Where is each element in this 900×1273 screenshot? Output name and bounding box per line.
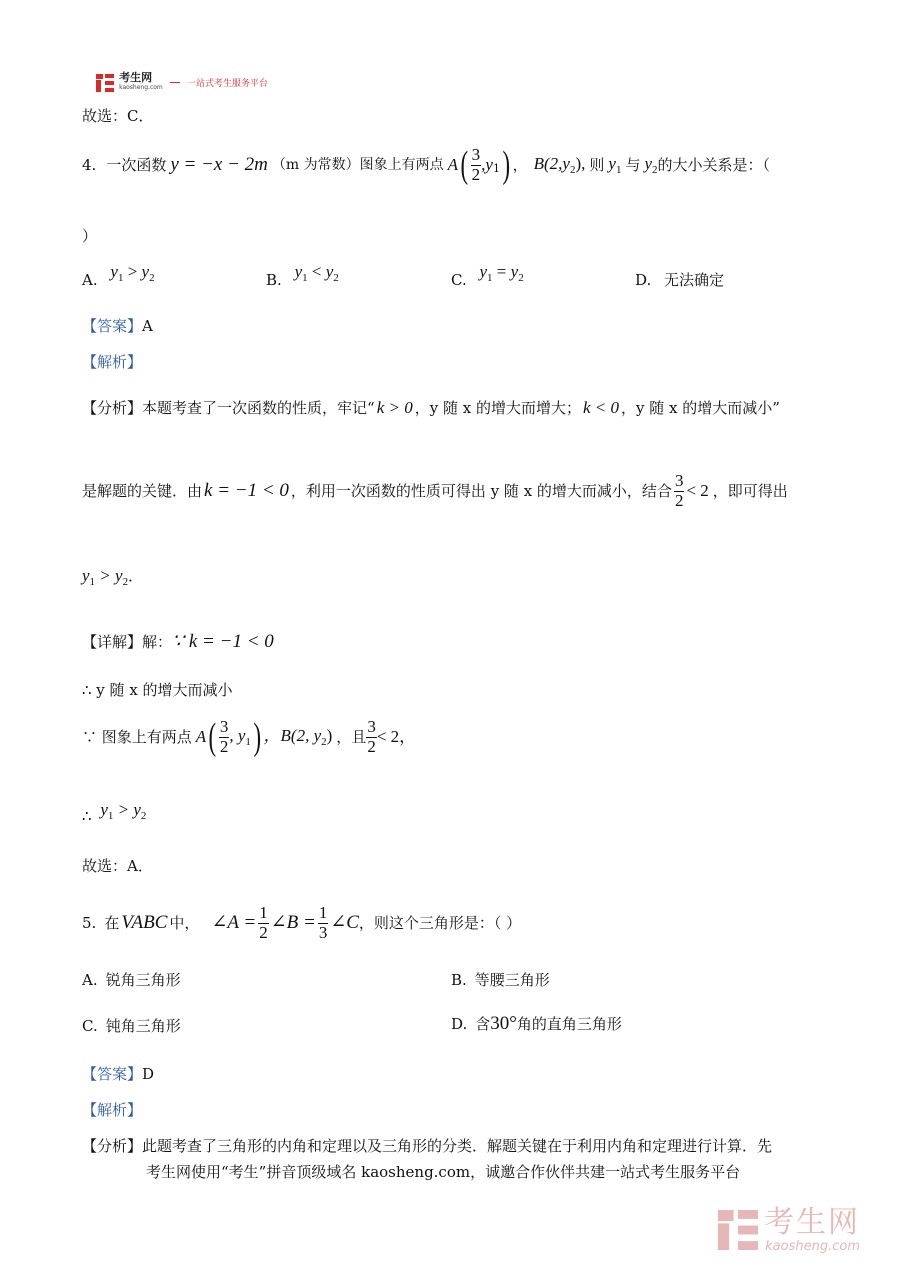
q5-fenxi: 【分析】此题考查了三角形的内角和定理以及三角形的分类．解题关键在于利用内角和定理进行计算．先 bbox=[82, 1137, 773, 1155]
q4-answer: 【答案】A bbox=[82, 317, 153, 335]
q4-fenxi-line2: 是解题的关键．由 k = −1 < 0 ，利用一次函数的性质可得出 y 随 x 的增大而减小，结合 $\frac{3}{2}$ < 2 ，即可得出 bbox=[82, 471, 788, 510]
q4-pointA-fraction: $\frac{3}{2}$ bbox=[471, 145, 481, 184]
q4-xiangjie-line1: 【详解】解：∵ k = −1 < 0 bbox=[82, 631, 274, 652]
q4-xiangjie-line4: ∴ $y_1 > y_2$ bbox=[82, 800, 147, 825]
q5-analysis-tag: 【解析】 bbox=[82, 1101, 143, 1119]
q5-option-b[interactable]: B. 等腰三角形 bbox=[451, 971, 550, 989]
q5-option-a[interactable]: A. 锐角三角形 bbox=[82, 971, 181, 989]
q4-stem: 4. 一次函数 y = −x − 2m （m 为常数）图象上有两点 A ( $\frac{3}{2}$ , y 1 ) ， $B(2,y_2)$, 则 $y_1$ 与 $y_2$ 的大小关系是：（ bbox=[82, 144, 771, 186]
q5-option-d[interactable]: D. 含30°角的直角三角形 bbox=[451, 1013, 622, 1034]
q4-function: y = −x − 2m bbox=[170, 154, 268, 175]
q4-number: 4. bbox=[82, 156, 97, 174]
q5-stem: 5. 在 VABC 中， ∠A = $\frac{1}{2}$ ∠B = $\frac{1}{3}$ ∠C ，则这个三角形是：（ ） bbox=[82, 903, 522, 942]
q4-fenxi-line3: $y_1 > y_2$． bbox=[82, 566, 144, 588]
q4-option-c[interactable]: C. $y_1 = y_2$ bbox=[451, 262, 524, 289]
q4-xiangjie-line5: 故选：A． bbox=[82, 857, 153, 875]
logo-slogan: 一站式考生服务平台 bbox=[186, 79, 268, 89]
q4-option-d[interactable]: D. 无法确定 bbox=[635, 271, 725, 289]
q4-xiangjie-line3: ∵ 图象上有两点 A ( $\frac{3}{2}$ , $y_1$ ) ，B(2, $y_2$) ，且 $\frac{3}{2}$ < 2， bbox=[82, 716, 417, 758]
q4-analysis-tag: 【解析】 bbox=[82, 353, 143, 371]
q5-option-c[interactable]: C. 钝角三角形 bbox=[82, 1017, 181, 1035]
q4-option-a[interactable]: A. $y_1 > y_2$ bbox=[82, 262, 155, 289]
prev-answer: 故选：C． bbox=[82, 107, 154, 125]
watermark bbox=[718, 1204, 860, 1256]
watermark-logo-icon bbox=[718, 1209, 758, 1251]
logo-name: 考生网 bbox=[119, 70, 153, 84]
header-logo bbox=[96, 72, 268, 96]
watermark-name: 考生网 bbox=[764, 1205, 860, 1240]
q4-close-paren: ） bbox=[82, 227, 98, 245]
q5-answer: 【答案】D bbox=[82, 1065, 155, 1083]
q4-fenxi-line1: 【分析】 本题考查了一次函数的性质，牢记“ k > 0 ，y 随 x 的增大而增大； k < 0 ，y 随 x 的增大而减小” bbox=[82, 398, 780, 417]
watermark-domain: kaosheng.com bbox=[765, 1239, 860, 1254]
q4-option-b[interactable]: B. $y_1 < y_2$ bbox=[266, 262, 339, 289]
kaosheng-logo-icon bbox=[96, 74, 114, 92]
q4-pointB: $B(2,y_2)$, bbox=[533, 154, 586, 176]
q4-xiangjie-line2: ∴ y 随 x 的增大而减小 bbox=[82, 681, 233, 699]
footer-text: 考生网使用“考生”拼音顶级域名 kaosheng.com，诚邀合作伙伴共建一站式考生服务平台 bbox=[146, 1163, 741, 1181]
logo-domain: kaosheng.com bbox=[119, 83, 163, 91]
